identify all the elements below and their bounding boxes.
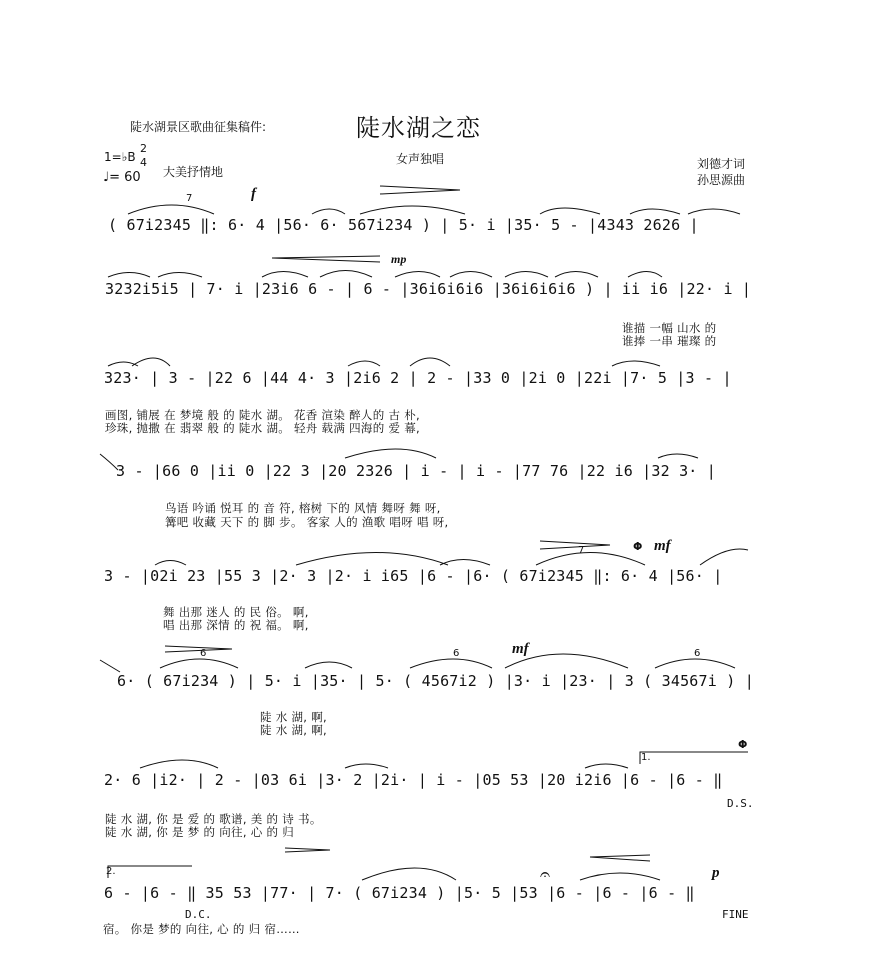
tuplet-6-label: 6 [694,648,701,659]
slur [158,273,202,278]
slur [140,760,218,768]
slur [360,206,465,214]
slur [108,273,150,278]
slur [345,764,388,768]
slur [296,553,448,566]
key-signature: 1=♭B [104,150,136,164]
lyric-line-7b: 陡 水 湖, 你 是 梦 的 向往, 心 的 归 [105,825,295,839]
slur [312,209,345,214]
slur [658,454,698,458]
score-line-5: 3 - |02i 23 |55 3 |2· 3 |2· i i65 |6 - |6· ( 67i2345 ‖: 6· 4 |56· | [104,567,723,585]
crescendo-line [165,649,232,652]
volta-bracket [108,866,192,878]
decrescendo-line [590,857,650,861]
slur [348,361,380,366]
crescendo-line [540,545,610,549]
score-line-7: 2· 6 |i2· | 2 - |03 6i |3· 2 |2i· | i - |05 53 |20 i2i6 |6 - |6 - ‖ [104,771,723,789]
segno-icon: Φ [633,540,643,553]
slur [555,272,598,278]
lyric-line-3a: 画图, 铺展 在 梦境 般 的 陡水 湖。 花香 渲染 醉人的 古 朴, [105,408,420,422]
slur [505,272,548,278]
performance-type: 女声独唱 [396,152,445,166]
slur [100,454,118,470]
dynamic-mezzo-forte-1: mf [654,538,671,554]
decrescendo-line [590,855,650,857]
slur [700,549,748,565]
slur [688,209,740,214]
slur [505,654,628,668]
slur [362,868,456,880]
lyric-line-2a: 谁描 一幅 山水 的 [622,321,717,335]
time-signature-top: 2 [140,142,147,155]
dynamic-mezzo-piano: mp [391,252,407,266]
score-line-2: 3232i5i5 | 7· i |23i6 6 - | 6 - |36i6i6i6 |36i6i6i6 ) | ii i6 |22· i | [105,280,752,298]
lyric-line-6a: 陡 水 湖, 啊, [260,710,327,724]
slur [100,660,120,672]
tuplet-7-label: 7 [186,193,193,204]
composer: 孙思源曲 [697,173,746,187]
lyricist: 刘德才词 [697,157,746,171]
fermata-icon: 𝄐 [540,864,551,885]
lyric-line-6b: 陡 水 湖, 啊, [260,723,327,737]
slur [345,449,436,458]
slur [320,271,372,278]
slur [450,272,492,278]
decrescendo-line [272,258,380,262]
time-signature-bottom: 4 [140,156,147,169]
slur [440,560,490,566]
score-line-8: 6 - |6 - ‖ 35 53 |77· | 7· ( 67i234 ) |5· 5 |53 |6 - |6 - |6 - ‖ [104,884,695,902]
dynamic-forte: f [251,186,256,202]
ds-marking: D.S. [727,797,754,810]
slur [160,659,238,668]
slur [655,659,735,668]
slur [410,358,450,366]
slur [155,561,186,566]
dc-marking: D.C. [185,908,212,921]
fine-marking: FINE [722,908,749,921]
volta-2-label: 2. [106,866,116,877]
expression-marking: 大美抒情地 [163,165,224,179]
lyric-line-5a: 舞 出那 迷人 的 民 俗。 啊, [163,605,309,619]
score-line-6: 6· ( 67i234 ) | 5· i |35· | 5· ( 4567i2 ) |3· i |23· | 3 ( 34567i ) | [117,672,754,690]
slur [395,272,440,278]
slur [128,205,214,214]
decrescendo-line [272,256,380,258]
tempo-marking: ♩= 60 [103,170,141,185]
slur [262,272,308,278]
slur [628,272,662,278]
lyric-line-3b: 珍珠, 抛撒 在 翡翠 般 的 陡水 湖。 轻舟 载满 四海的 爱 幕, [105,421,420,435]
lyric-line-7a: 陡 水 湖, 你 是 爱 的 歌谱, 美 的 诗 书。 [105,812,322,826]
lyric-line-4b: 篝吧 收藏 天下 的 脚 步。 客家 人的 渔歌 唱呀 唱 呀, [165,515,449,529]
volta-bracket [640,752,748,764]
score-line-1: ( 67i2345 ‖: 6· 4 |56· 6· 567i234 ) | 5· i |35· 5 - |4343 2626 | [108,216,699,234]
slur [630,209,680,214]
crescendo-line [380,186,460,190]
song-title: 陡水湖之恋 [356,114,481,142]
submission-note: 陡水湖景区歌曲征集稿件: [130,120,267,134]
lyric-line-5b: 唱 出那 深情 的 祝 福。 啊, [163,618,309,632]
tuplet-6-label: 6 [200,648,207,659]
dynamic-mezzo-forte-2: mf [512,641,529,657]
tuplet-7-label: 7 [578,545,585,556]
score-line-4: 3 - |66 0 |ii 0 |22 3 |20 2326 | i - | i - |77 76 |22 i6 |32 3· | [116,462,716,480]
dynamic-piano: p [712,865,720,881]
slur [305,662,352,668]
crescendo-line [285,850,330,852]
lyric-line-4a: 鸟语 吟诵 悦耳 的 音 符, 榕树 下的 风情 舞呀 舞 呀, [165,501,441,515]
crescendo-line [285,848,330,850]
lyric-line-8a: 宿。 你是 梦的 向往, 心 的 归 宿…… [103,922,300,936]
slur [536,553,645,566]
slur [580,873,660,880]
volta-1-label: 1. [641,752,651,763]
slur [410,659,492,668]
lyric-line-2b: 谁捧 一串 璀璨 的 [622,334,717,348]
crescendo-line [165,646,232,649]
score-line-3: 323· | 3 - |22 6 |44 4· 3 |2i6 2 | 2 - |33 0 |2i 0 |22i |7· 5 |3 - | [104,369,732,387]
crescendo-line [380,190,460,194]
crescendo-line [540,541,610,545]
segno-icon: Φ [738,738,748,751]
slur [585,764,628,768]
tuplet-6-label: 6 [453,648,460,659]
slur [540,208,600,214]
slur [612,361,660,366]
slur [132,358,170,366]
